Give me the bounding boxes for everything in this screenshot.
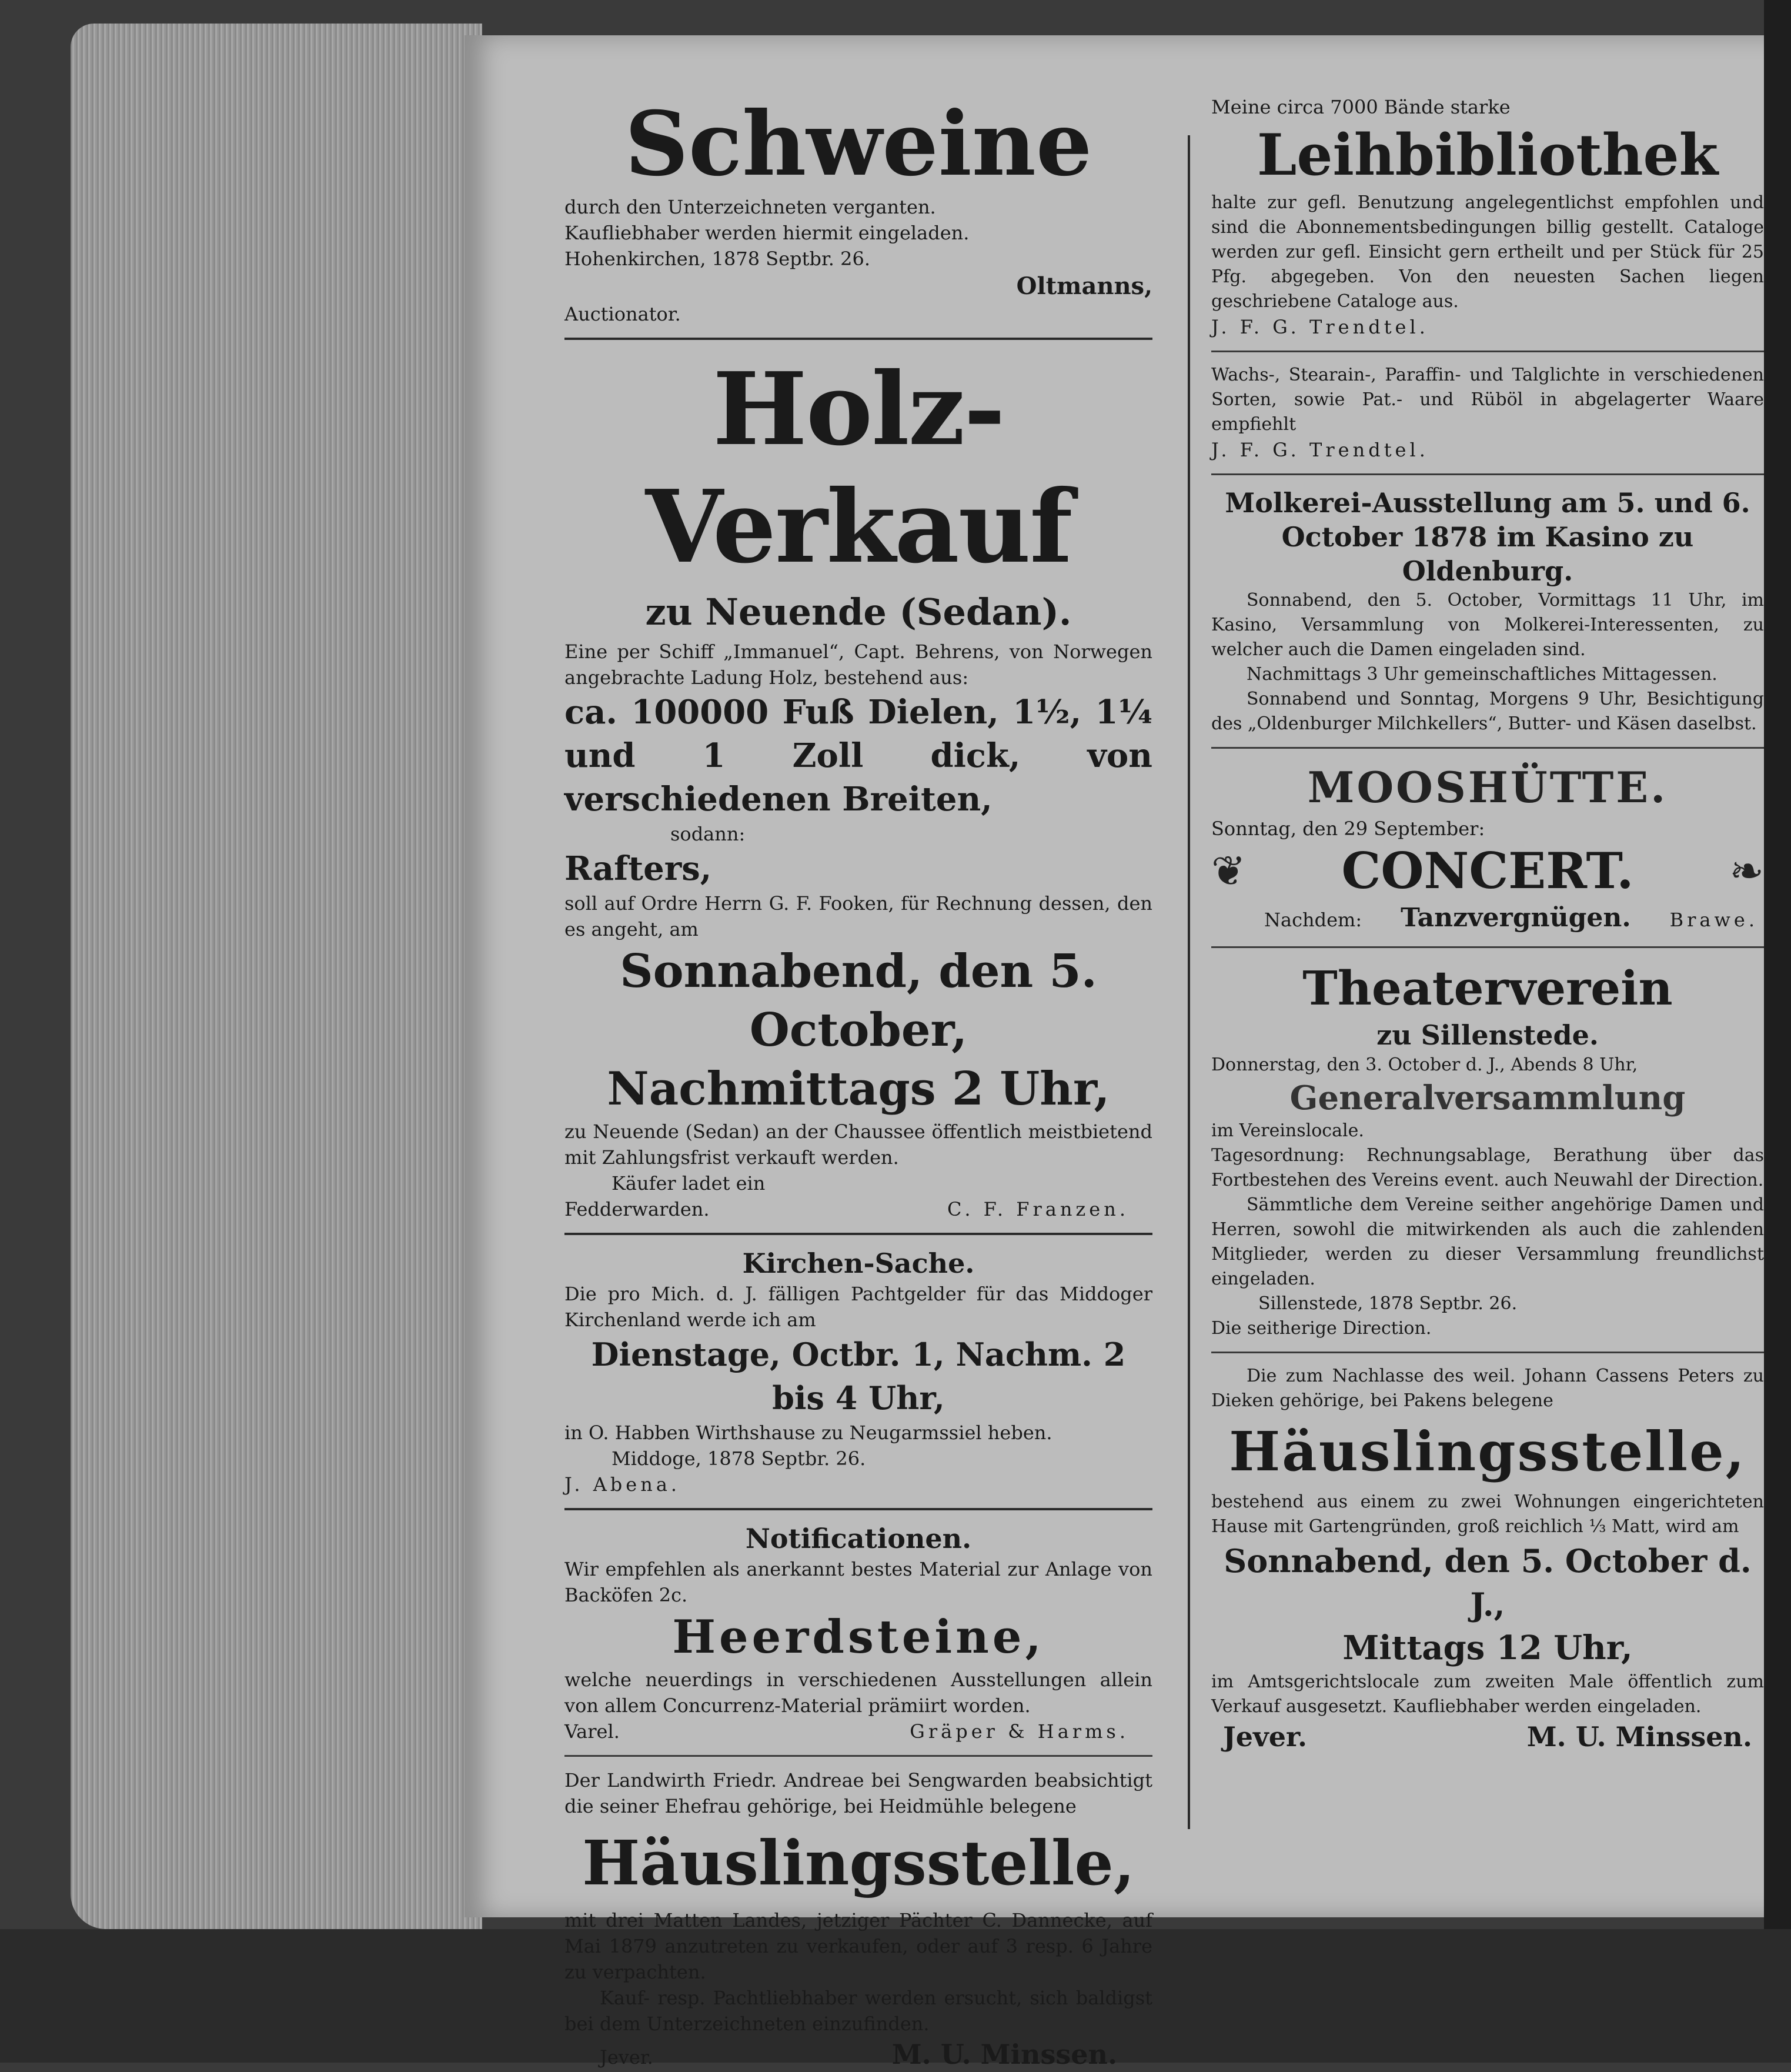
ad-place: Jever. [1223, 1721, 1308, 1753]
ad-footer [1211, 1719, 1764, 1754]
ad-signer: C. F. Franzen. [947, 1198, 1129, 1220]
ornament-right-icon: ❧ [1729, 847, 1764, 895]
ad-footer [564, 2037, 1152, 2072]
ad-title: Leihbibliothek [1257, 122, 1719, 188]
ad-title: Molkerei-Ausstellung am 5. und 6. October 1878 im Kasino zu Oldenburg. [1225, 487, 1750, 587]
ad-haeuslingsstelle-2 [1211, 1364, 1764, 1754]
ad-text: Sonnabend, den 5. October, Vormittags 11 Uhr, im Kasino, Versammlung von Molkerei-Interessenten, zu welcher auch die Damen eingeladen sind. [1211, 590, 1764, 660]
ad-title: Holz-Verkauf [645, 351, 1072, 586]
ad-text: soll auf Ordre Herrn G. F. Fooken, für Rechnung dessen, den es angeht, am [564, 892, 1152, 940]
ad-text: Hohenkirchen, 1878 Septbr. 26. [564, 248, 870, 270]
divider [1211, 351, 1764, 352]
ad-time: Mittags 12 Uhr, [1342, 1629, 1633, 1667]
ad-item: Rafters, [564, 849, 712, 888]
ad-signer: J. F. G. Trendtel. [1211, 439, 1429, 461]
ad-text: im Amtsgerichtslocale zum zweiten Male öffentlich zum Verkauf ausgesetzt. Kaufliebhaber werden eingeladen. [1211, 1671, 1764, 1717]
divider [564, 1233, 1152, 1235]
ad-leihbibliothek [1211, 94, 1764, 340]
ad-signer: Brawe. [1669, 909, 1758, 931]
ad-signer: Gräper & Harms. [910, 1720, 1129, 1743]
ad-signer: J. Abena. [564, 1473, 681, 1496]
ad-title: Schweine [624, 92, 1092, 196]
ad-text: Eine per Schiff „Immanuel“, Capt. Behrens, von Norwegen angebrachte Ladung Holz, bestehend aus: [564, 640, 1152, 689]
ad-text: sodann: [670, 823, 746, 845]
ad-text: Kauf- resp. Pachtliebhaber werden ersucht, sich baldigst bei dem Unterzeichneten einzufinden. [564, 1987, 1152, 2035]
ad-text: Die zum Nachlasse des weil. Johann Cassens Peters zu Dieken gehörige, bei Pakens belegene [1211, 1366, 1764, 1411]
ad-signer: M. U. Minssen. [1526, 1721, 1752, 1753]
divider [564, 338, 1152, 340]
left-column [564, 94, 1152, 2072]
ad-molkerei-ausstellung [1211, 486, 1764, 736]
ad-title: Häuslingsstelle, [1229, 1420, 1746, 1483]
divider [564, 1508, 1152, 1510]
ad-item: Heerdsteine, [672, 1610, 1045, 1664]
ornament-left-icon: ❦ [1211, 847, 1246, 895]
ad-heading: Generalversammlung [1289, 1079, 1686, 1117]
column-divider [1188, 135, 1190, 1829]
ad-footer [564, 1719, 1152, 1744]
ad-title: Kirchen-Sache. [742, 1247, 975, 1279]
ad-theaterverein [1211, 959, 1764, 1341]
ad-title: MOOSHÜTTE. [1307, 762, 1668, 812]
divider [1211, 747, 1764, 749]
ad-text: in O. Habben Wirthshause zu Neugarmssiel heben. [564, 1422, 1052, 1444]
ad-text: Nachdem: [1264, 909, 1362, 931]
divider [1211, 473, 1764, 475]
ad-mooshuette [1211, 759, 1764, 936]
ad-text: Sämmtliche dem Vereine seither angehörige Damen und Herren, sowohl die mitwirkenden als auch die zahlenden Mitglieder, werden zu dieser Versammlung freundlichst eingeladen. [1211, 1195, 1764, 1289]
ad-concert: CONCERT. [1341, 842, 1634, 900]
ad-title: Theaterverein [1302, 960, 1673, 1016]
ad-kirchen-sache [564, 1246, 1152, 1497]
ad-text: im Vereinslocale. [1211, 1120, 1364, 1141]
ad-notificationen [564, 1521, 1152, 1744]
ad-item: ca. 100000 Fuß Dielen, 1½, 1¼ und 1 Zoll dick, von verschiedenen Breiten, [564, 693, 1152, 819]
ad-text: Wachs-, Stearain-, Paraffin- und Talglichte in verschiedenen Sorten, sowie Pat.- und Rüböl in abgelagerter Waare empfiehlt [1211, 365, 1764, 435]
ad-date: Sonntag, den 29 September: [1211, 818, 1485, 840]
ad-text: Wir empfehlen als anerkannt bestes Material zur Anlage von Backöfen 2c. [564, 1558, 1152, 1606]
ad-signer: M. U. Minssen. [891, 2038, 1117, 2070]
ad-signer-role: Auctionator. [564, 303, 681, 325]
ad-text: zu Neuende (Sedan) an der Chaussee öffentlich meistbietend mit Zahlungsfrist verkauft werden. [564, 1120, 1152, 1169]
ad-place: Jever. [600, 2046, 653, 2068]
ad-wachslichte [1211, 363, 1764, 463]
ad-text: welche neuerdings in verschiedenen Ausstellungen allein von allem Concurrenz-Material prämiirt worden. [564, 1669, 1152, 1717]
ad-text: Tanzvergnügen. [1401, 903, 1631, 933]
divider [1211, 1352, 1764, 1353]
ad-signer: Oltmanns, [1016, 272, 1152, 300]
ad-text: durch den Unterzeichneten verganten. [564, 196, 936, 218]
ad-date: Dienstage, Octbr. 1, Nachm. 2 bis 4 Uhr, [591, 1336, 1126, 1417]
ad-subtitle: zu Sillenstede. [1376, 1019, 1599, 1051]
ad-signer: Die seitherige Direction. [1211, 1318, 1432, 1339]
ad-footer [564, 1196, 1152, 1222]
ad-text: Sonnabend und Sonntag, Morgens 9 Uhr, Besichtigung des „Oldenburger Milchkellers“, Butter- und Käsen daselbst. [1211, 689, 1764, 734]
divider [564, 1755, 1152, 1757]
ad-text: Die pro Mich. d. J. fälligen Pachtgelder für das Middoger Kirchenland werde ich am [564, 1283, 1152, 1331]
ad-place: Fedderwarden. [564, 1198, 710, 1220]
ad-text: bestehend aus einem zu zwei Wohnungen eingerichteten Hause mit Gartengründen, groß reichlich ⅓ Matt, wird am [1211, 1492, 1764, 1537]
ad-time: Nachmittags 2 Uhr, [607, 1062, 1110, 1116]
ad-holz-verkauf [564, 351, 1152, 1222]
book-page-edges [71, 24, 482, 1929]
ad-text: Sillenstede, 1878 Septbr. 26. [1258, 1293, 1518, 1314]
ad-text: mit drei Matten Landes, jetziger Pächter C. Dannecke, auf Mai 1879 anzutreten zu verkaufen, oder auf 3 resp. 6 Jahre zu verpachten. [564, 1909, 1152, 1983]
ad-date: Sonnabend, den 5. October, [620, 945, 1097, 1057]
scan-background-right [1764, 0, 1791, 2063]
ad-subtitle: zu Neuende (Sedan). [645, 590, 1072, 633]
ad-haeuslingsstelle [564, 1767, 1152, 2072]
ad-schweine [564, 94, 1152, 327]
ad-text: Käufer ladet ein [612, 1172, 766, 1195]
ad-text: Der Landwirth Friedr. Andreae bei Sengwarden beabsichtigt die seiner Ehefrau gehörige, bei Heidmühle belegene [564, 1769, 1152, 1817]
ad-title: Notificationen. [745, 1523, 972, 1554]
ad-place: Varel. [564, 1720, 620, 1743]
ad-text: Kaufliebhaber werden hiermit eingeladen. [564, 222, 970, 244]
ad-title: Häuslingsstelle, [582, 1827, 1135, 1899]
ad-text: Nachmittags 3 Uhr gemeinschaftliches Mittagessen. [1247, 664, 1718, 685]
right-column [1211, 94, 1764, 1754]
ad-signer: J. F. G. Trendtel. [1211, 316, 1429, 338]
ad-text: halte zur gefl. Benutzung angelegentlichst empfohlen und sind die Abonnementsbedingungen billig gestellt. Cataloge werden zur gefl. Einsicht gern ertheilt und per Stück für 25 Pfg. abgegeben. Von den neuesten Sachen liegen geschriebene Cataloge aus. [1211, 192, 1764, 312]
ad-text: Middoge, 1878 Septbr. 26. [612, 1447, 866, 1470]
ad-date: Donnerstag, den 3. October d. J., Abends 8 Uhr, [1211, 1055, 1638, 1075]
ad-footer [1211, 900, 1764, 936]
concert-line [1211, 842, 1764, 900]
divider [1211, 946, 1764, 948]
ad-text: Tagesordnung: Rechnungsablage, Berathung über das Fortbestehen des Vereins event. auch Neuwahl der Direction. [1211, 1145, 1764, 1190]
ad-date: Sonnabend, den 5. October d. J., [1224, 1542, 1752, 1623]
ad-pretitle: Meine circa 7000 Bände starke [1211, 96, 1511, 118]
